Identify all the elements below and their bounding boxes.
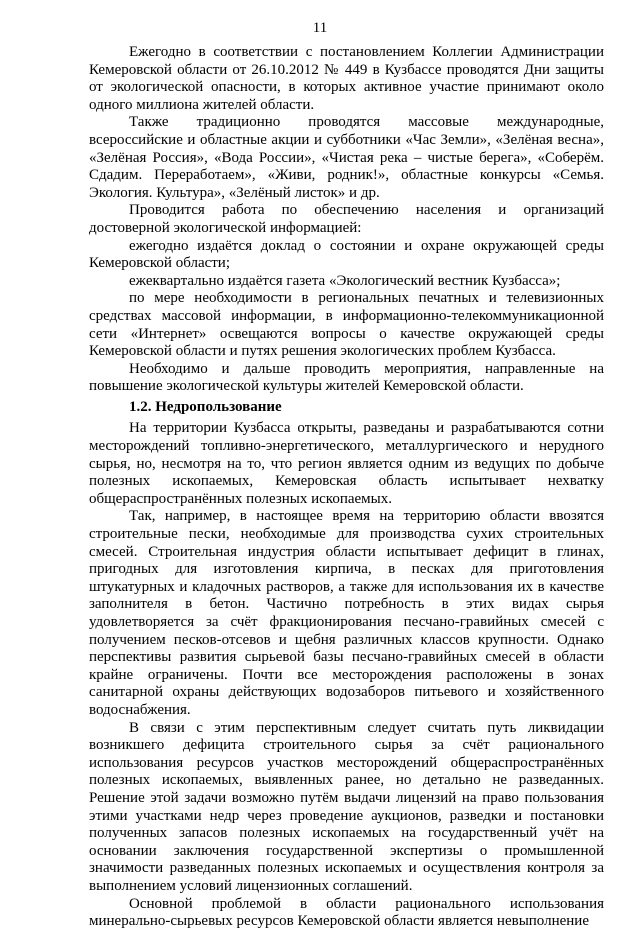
list-item-mass-media: по мере необходимости в региональных печатных и телевизионных средствах массовой информации, в информационно-телекоммуникационной сети «Интернет» освещаются вопросы о качестве окружающей среды Кемеровской области и путях решения экологических проблем Кузбасса. xyxy=(89,290,604,360)
paragraph-eco-actions: Также традиционно проводятся массовые международные, всероссийские и областные акции и субботники «Час Земли», «Зелёная весна», «Зелёная Россия», «Вода России», «Чистая река – чистые берега», «Соберём. Сдадим. Переработаем», «Живи, родник!», областные конкурсы «Семья. Экология. Культура», «Зелёный листок» и др. xyxy=(89,114,604,201)
paragraph-main-problem: Основной проблемой в области рационального использования минерально-сырьевых ресурсов Кемеровской области является невыполнение xyxy=(89,895,604,930)
list-item-newspaper: ежеквартально издаётся газета «Экологический вестник Кузбасса»; xyxy=(129,272,561,289)
paragraph-eco-information: Проводится работа по обеспечению населения и организаций достоверной экологической информацией: xyxy=(89,202,604,236)
page-number: 11 xyxy=(312,20,328,36)
paragraph-building-materials: Так, например, в настоящее время на территорию области ввозятся строительные пески, необходимые для производства сухих строительных смесей. Строительная индустрия области испытывает дефицит в глинах, пригодных для изготовления кирпича, в песках для приготовления штукатурных и кладочных растворов, а также для использования их в качестве заполнителя в бетон. Частично потребность в этих видах сырья удовлетворяется за счёт фракционирования песчано-гравийных смесей с получением песков-отсевов и щебня различных классов крупности. Однако перспективы развития сырьевой базы песчано-гравийных смесей в области крайне ограничены. Почти все месторождения расположены в зонах санитарной охраны действующих водозаборов питьевого и хозяйственного водоснабжения. xyxy=(89,508,604,718)
paragraph-ecology-days: Ежегодно в соответствии с постановлением Коллегии Администрации Кемеровской области от 26.10.2012 № 449 в Кузбассе проводятся Дни защиты от экологической опасности, в которых активное участие принимают около одного миллиона жителей области. xyxy=(89,44,604,113)
paragraph-deficit-solution: В связи с этим перспективным следует считать путь ликвидации возникшего дефицита строительного сырья за счёт рационального использования ресурсов участков месторождений общераспространённых полезных ископаемых, выявленных ранее, но детально не разведанных. Решение этой задачи возможно путём выдачи лицензий на право пользования этими участками недр через проведение аукционов, разведки и постановки полученных запасов полезных ископаемых на государственный учёт на основании заключения государственной экспертизы о промышленной значимости разведанных полезных ископаемых и осуществления контроля за выполнением условий лицензионных соглашений. xyxy=(89,719,604,894)
paragraph-eco-culture: Необходимо и дальше проводить мероприятия, направленные на повышение экологической культуры жителей Кемеровской области. xyxy=(89,360,604,395)
list-item-annual-report: ежегодно издаётся доклад о состоянии и охране окружающей среды Кемеровской области; xyxy=(89,237,604,272)
section-heading: 1.2. Недропользование xyxy=(129,398,282,415)
document-body xyxy=(89,44,604,931)
paragraph-deposits: На территории Кузбасса открыты, разведаны и разрабатываются сотни месторождений топливно-энергетического, металлургического и нерудного сырья, но, несмотря на то, что регион является одним из ведущих по добыче полезных ископаемых, Кемеровская область испытывает нехватку общераспространённых полезных ископаемых. xyxy=(89,420,604,507)
